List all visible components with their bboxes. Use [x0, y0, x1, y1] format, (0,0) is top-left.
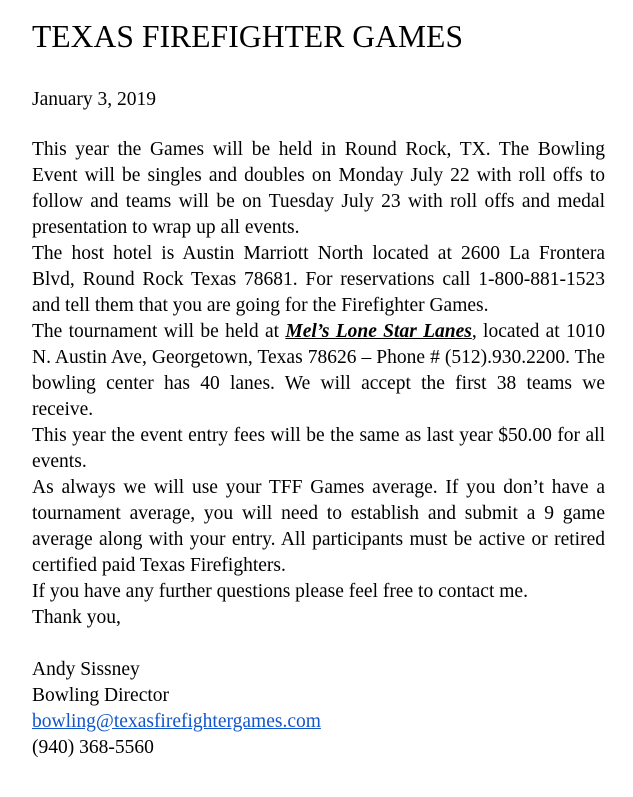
email-link[interactable]: bowling@texasfirefightergames.com	[32, 711, 321, 732]
signature-phone: (940) 368-5560	[32, 737, 154, 758]
paragraph-contact: If you have any further questions please feel free to contact me.	[32, 581, 528, 602]
paragraph-host-hotel: The host hotel is Austin Marriott North located at 2600 La Frontera Blvd, Round Rock Texas 78681. For reservations call 1-800-881-1523 and tell them that you are going for the Firefighter Games.	[32, 243, 605, 316]
signature-name: Andy Sissney	[32, 659, 140, 680]
paragraph-tournament-venue	[32, 319, 605, 423]
venue-details-text: , located at 1010 N. Austin Ave, Georgetown, Texas 78626 – Phone # (512).930.2200. The bowling center has 40 lanes. We will accept the first 38 teams we receive.	[32, 321, 606, 420]
paragraph-entry-fees: This year the event entry fees will be the same as last year $50.00 for all events.	[32, 425, 605, 472]
paragraph-games-location: This year the Games will be held in Round Rock, TX. The Bowling Event will be singles and doubles on Monday July 22 with roll offs to follow and teams will be on Tuesday July 23 with roll offs and medal presentation to wrap up all events.	[32, 139, 605, 238]
signature-block	[32, 657, 605, 761]
letter-date: January 3, 2019	[32, 89, 157, 110]
signature-role: Bowling Director	[32, 685, 170, 706]
letter-document	[32, 17, 605, 761]
blank-line	[32, 631, 605, 657]
letter-title: TEXAS FIREFIGHTER GAMES	[32, 19, 464, 54]
closing-line: Thank you,	[32, 607, 121, 628]
letter-body	[32, 137, 605, 761]
venue-name: Mel’s Lone Star Lanes	[285, 321, 472, 342]
venue-intro-text: The tournament will be held at	[32, 321, 286, 342]
paragraph-average-rules: As always we will use your TFF Games average. If you don’t have a tournament average, you will need to establish and submit a 9 game average along with your entry. All participants must be active or retired certified paid Texas Firefighters.	[32, 477, 605, 576]
